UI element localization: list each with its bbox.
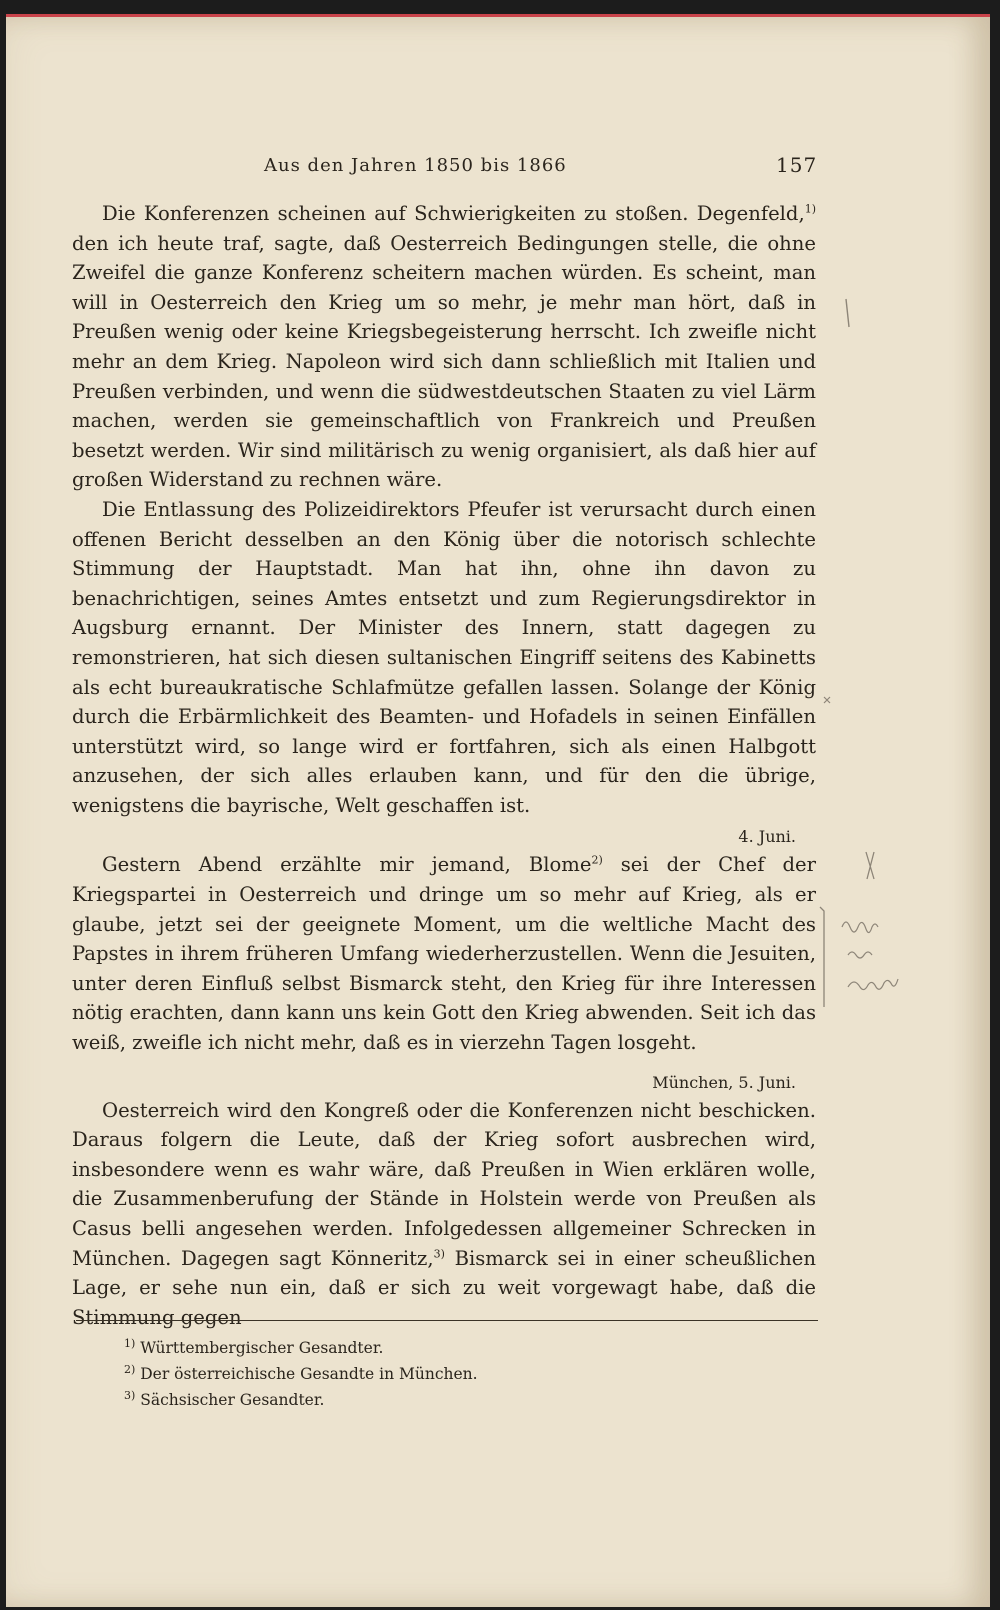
footnote-3 xyxy=(124,1387,478,1413)
paragraph-konferenzen xyxy=(72,199,816,495)
book-page xyxy=(6,14,990,1607)
pencil-scribble xyxy=(848,952,872,958)
footnote-text: Württembergischer Gesandter. xyxy=(140,1339,384,1357)
pencil-marginalia xyxy=(818,287,988,1107)
footnote-2 xyxy=(124,1361,478,1387)
pencil-scribble xyxy=(842,922,878,933)
footnotes xyxy=(124,1335,478,1413)
paragraph-text: Bismarck sei in einer scheußlichen Lage, er sehe nun ein, daß er sich zu weit vorgewagt habe, daß die Stimmung gegen xyxy=(72,1246,817,1329)
footnote-ref-1: 1) xyxy=(804,202,816,216)
footnote-marker: 1) xyxy=(124,1336,136,1350)
footnote-marker: 3) xyxy=(124,1388,136,1402)
body-text xyxy=(72,199,816,1332)
footnote-rule xyxy=(76,1320,818,1321)
dateline-muenchen-5-juni: München, 5. Juni. xyxy=(652,1072,796,1092)
paragraph-text: Die Konferenzen scheinen auf Schwierigkeiten zu stoßen. Degenfeld, xyxy=(102,202,805,225)
dateline-4-juni: 4. Juni. xyxy=(738,827,796,847)
running-title: Aus den Jahren 1850 bis 1866 xyxy=(264,155,567,176)
paragraph-entlassung: Die Entlassung des Polizeidirektors Pfeufer ist verursacht durch einen offenen Bericht desselben an den König über die notorisch schlechte Stimmung der Hauptstadt. Man hat ihn, ohne ihn davon zu benachrichtigen, seines Amtes entsetzt und zum Regierungsdirektor in Augsburg ernannt. Der Minister des Innern, statt dagegen zu remonstrieren, hat sich diesen sultanischen Eingriff seitens des Kabinetts als echt bureaukratische Schlafmütze gefallen lassen. Solange der König durch die Erbärmlichkeit des Beamten- und Hofadels in seinen Einfällen unterstützt wird, so lange wird er fortfahren, sich als einen Halbgott anzusehen, der sich alles erlauben kann, und für den die übrige, wenigstens die bayrische, Welt geschaffen ist. xyxy=(72,497,816,817)
pencil-scribble xyxy=(848,979,898,990)
footnote-ref-3: 3) xyxy=(433,1247,445,1261)
paragraph-text: den ich heute traf, sagte, daß Oesterreich Bedingungen stelle, die ohne Zweifel die ganze Konferenz scheitern machen würden. Es scheint, man will in Oesterreich den Krieg um so mehr, je mehr man hört, daß in Preußen wenig oder keine Kriegsbegeisterung herrscht. Ich zweifle nicht mehr an dem Krieg. Napoleon wird sich dann schließlich mit Italien und Preußen verbinden, und wenn die südwestdeutschen Staaten zu viel Lärm machen, werden sie gemeinschaftlich von Frankreich und Preußen besetzt werden. Wir sind militärisch zu wenig organisiert, als daß hier auf großen Widerstand zu rechnen wäre. xyxy=(72,231,816,492)
pencil-x-mark xyxy=(866,852,874,879)
pencil-tick-mark xyxy=(846,299,849,327)
pencil-bracket xyxy=(820,907,824,1007)
page-number: 157 xyxy=(776,153,818,177)
page-header xyxy=(6,149,990,179)
paragraph-oesterreich xyxy=(72,1096,816,1333)
paragraph-text: Gestern Abend erzählte mir jemand, Blome xyxy=(102,853,592,877)
paragraph-text: Oesterreich wird den Kongreß oder die Konferenzen nicht beschicken. Daraus folgern die Leute, daß der Krieg sofort ausbrechen wird, insbesondere wenn es wahr wäre, daß Preußen in Wien erklären wolle, die Zusammenberufung der Stände in Holstein werde von Preußen als Casus belli angesehen werden. Infolgedessen allgemeiner Schrecken in München. Dagegen sagt Könneritz, xyxy=(72,1098,816,1270)
footnote-text: Sächsischer Gesandter. xyxy=(140,1391,325,1409)
footnote-marker: 2) xyxy=(124,1362,136,1376)
footnote-ref-2: 2) xyxy=(591,853,603,867)
footnote-1 xyxy=(124,1335,478,1361)
paragraph-blome xyxy=(72,850,816,1057)
footnote-text: Der österreichische Gesandte in München. xyxy=(140,1365,478,1383)
paragraph-text: sei der Chef der Kriegspartei in Oesterreich und dringe um so mehr auf Krieg, als er glaube, jetzt sei der geeignete Moment, um die weltliche Macht des Papstes in ihrem früheren Umfang wiederherzustellen. Wenn die Jesuiten, unter deren Einfluß selbst Bismarck steht, den Krieg für ihre Interessen nötig erachten, dann kann uns kein Gott den Krieg abwenden. Seit ich das weiß, zweifle ich nicht mehr, daß es in vierzehn Tagen losgeht. xyxy=(72,853,816,1055)
pencil-x-mark xyxy=(824,697,830,703)
